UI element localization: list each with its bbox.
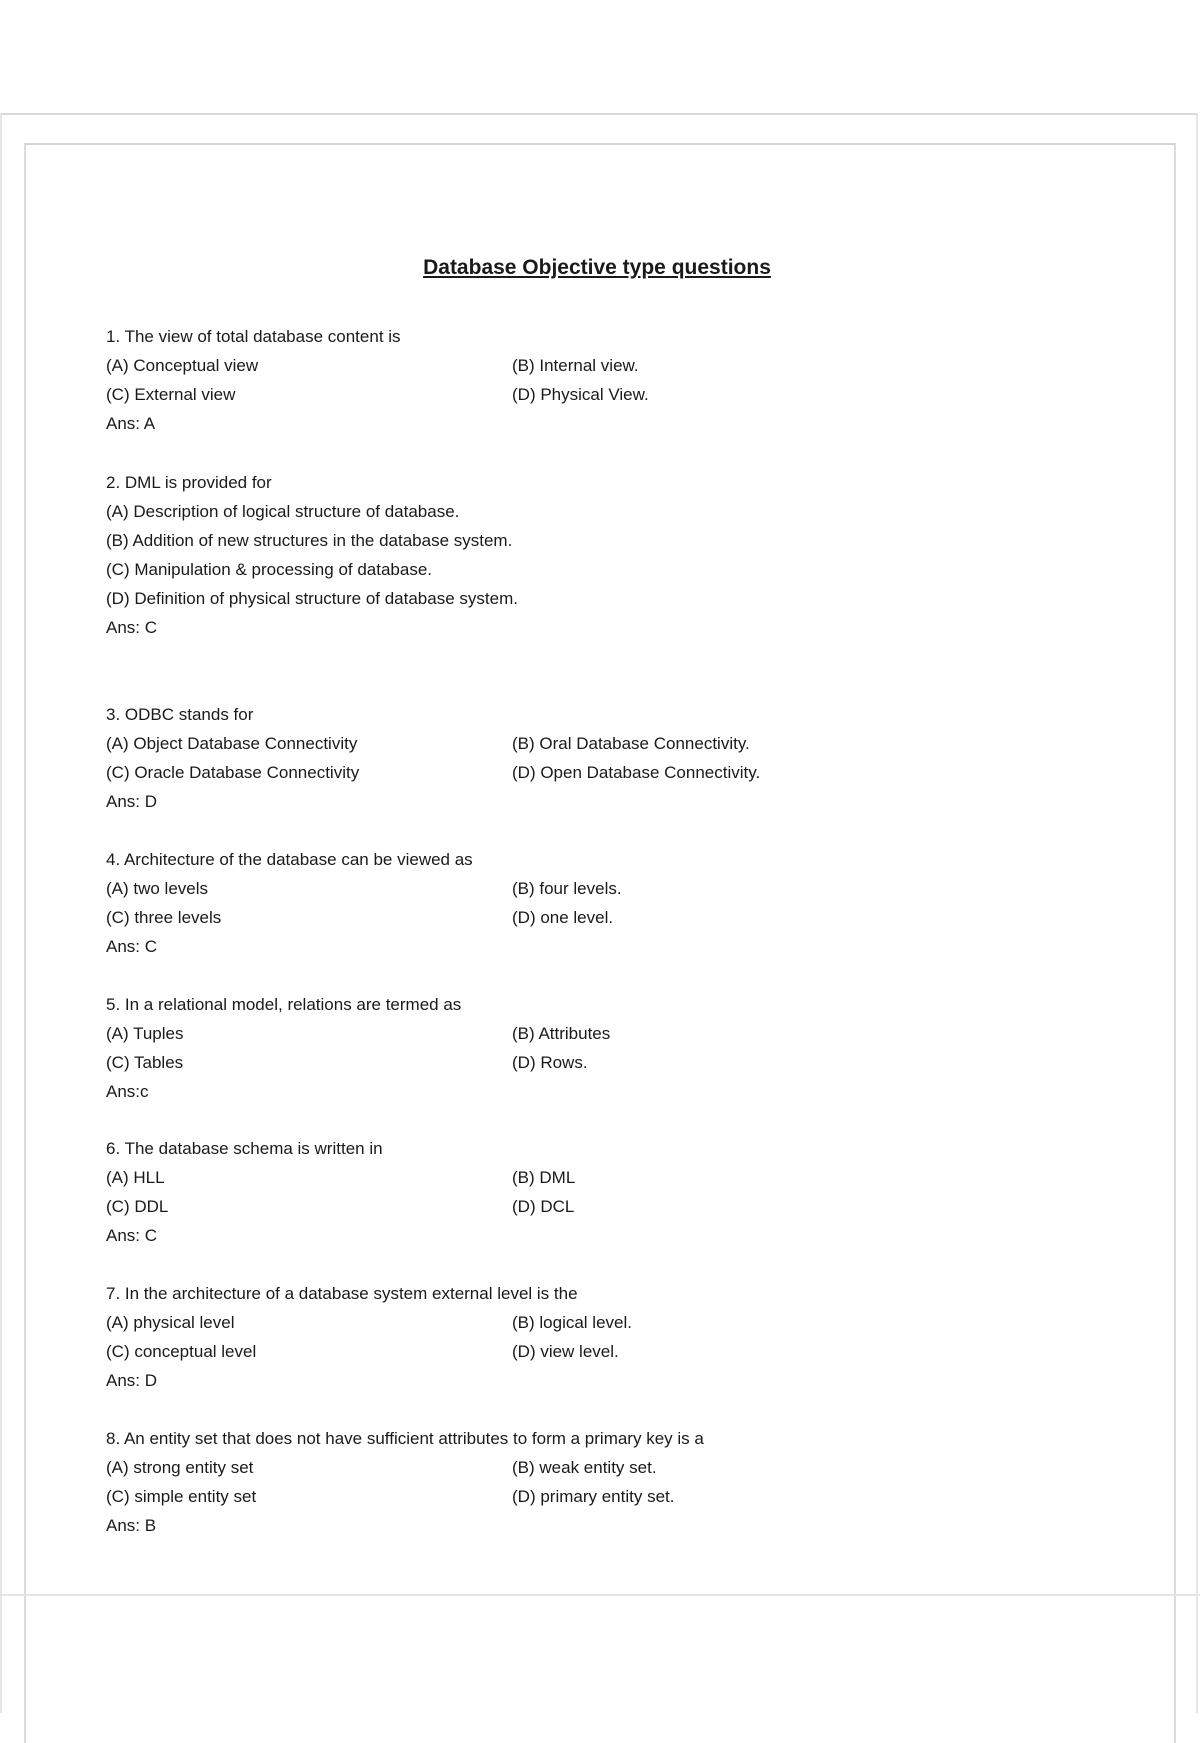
question-2 [106, 468, 906, 642]
question-text: 3. ODBC stands for [106, 705, 254, 724]
answer: Ans: D [106, 1371, 158, 1390]
question-1 [106, 322, 906, 438]
question-5 [106, 990, 906, 1106]
option-c: (C) DDL [106, 1197, 169, 1216]
question-8 [106, 1424, 906, 1540]
option-c: (C) Oracle Database Connectivity [106, 763, 360, 782]
option-c: (C) simple entity set [106, 1487, 257, 1506]
option-a: (A) two levels [106, 879, 209, 898]
option-a: (A) Conceptual view [106, 356, 259, 375]
option-d: (D) view level. [512, 1342, 619, 1361]
option-d: (D) one level. [512, 908, 614, 927]
option-a: (A) HLL [106, 1168, 165, 1187]
option-c: (C) conceptual level [106, 1342, 257, 1361]
question-6 [106, 1134, 906, 1250]
option-a: (A) strong entity set [106, 1458, 254, 1477]
answer: Ans:c [106, 1082, 149, 1101]
question-text: 5. In a relational model, relations are termed as [106, 995, 462, 1014]
document-title: Database Objective type questions [423, 256, 771, 279]
question-text: 4. Architecture of the database can be viewed as [106, 850, 473, 869]
option-d: (D) Physical View. [512, 385, 649, 404]
question-3 [106, 700, 906, 816]
question-text: 7. In the architecture of a database system external level is the [106, 1284, 578, 1303]
answer: Ans: B [106, 1516, 157, 1535]
question-text: 6. The database schema is written in [106, 1139, 383, 1158]
question-text: 1. The view of total database content is [106, 327, 401, 346]
option-c: (C) Manipulation & processing of database. [106, 560, 433, 579]
option-a: (A) physical level [106, 1313, 235, 1332]
question-4 [106, 845, 906, 961]
option-d: (D) DCL [512, 1197, 575, 1216]
answer: Ans: A [106, 414, 156, 433]
question-text: 8. An entity set that does not have sufficient attributes to form a primary key is a [106, 1429, 704, 1448]
option-b: (B) Attributes [512, 1024, 611, 1043]
answer: Ans: C [106, 937, 158, 956]
option-c: (C) Tables [106, 1053, 184, 1072]
option-b: (B) Internal view. [512, 356, 639, 375]
question-text: 2. DML is provided for [106, 473, 272, 492]
option-d: (D) Rows. [512, 1053, 588, 1072]
option-c: (C) three levels [106, 908, 222, 927]
option-a: (A) Tuples [106, 1024, 184, 1043]
option-b: (B) logical level. [512, 1313, 632, 1332]
option-a: (A) Description of logical structure of database. [106, 502, 460, 521]
option-b: (B) weak entity set. [512, 1458, 657, 1477]
question-7 [106, 1279, 906, 1395]
option-c: (C) External view [106, 385, 236, 404]
option-b: (B) Oral Database Connectivity. [512, 734, 750, 753]
option-b: (B) four levels. [512, 879, 622, 898]
answer: Ans: D [106, 792, 158, 811]
option-b: (B) DML [512, 1168, 576, 1187]
option-d: (D) Open Database Connectivity. [512, 763, 761, 782]
option-a: (A) Object Database Connectivity [106, 734, 358, 753]
option-d: (D) Definition of physical structure of database system. [106, 589, 518, 608]
page-bottom-edge [0, 1594, 1200, 1596]
answer: Ans: C [106, 618, 158, 637]
option-d: (D) primary entity set. [512, 1487, 675, 1506]
answer: Ans: C [106, 1226, 158, 1245]
option-b: (B) Addition of new structures in the database system. [106, 531, 513, 550]
